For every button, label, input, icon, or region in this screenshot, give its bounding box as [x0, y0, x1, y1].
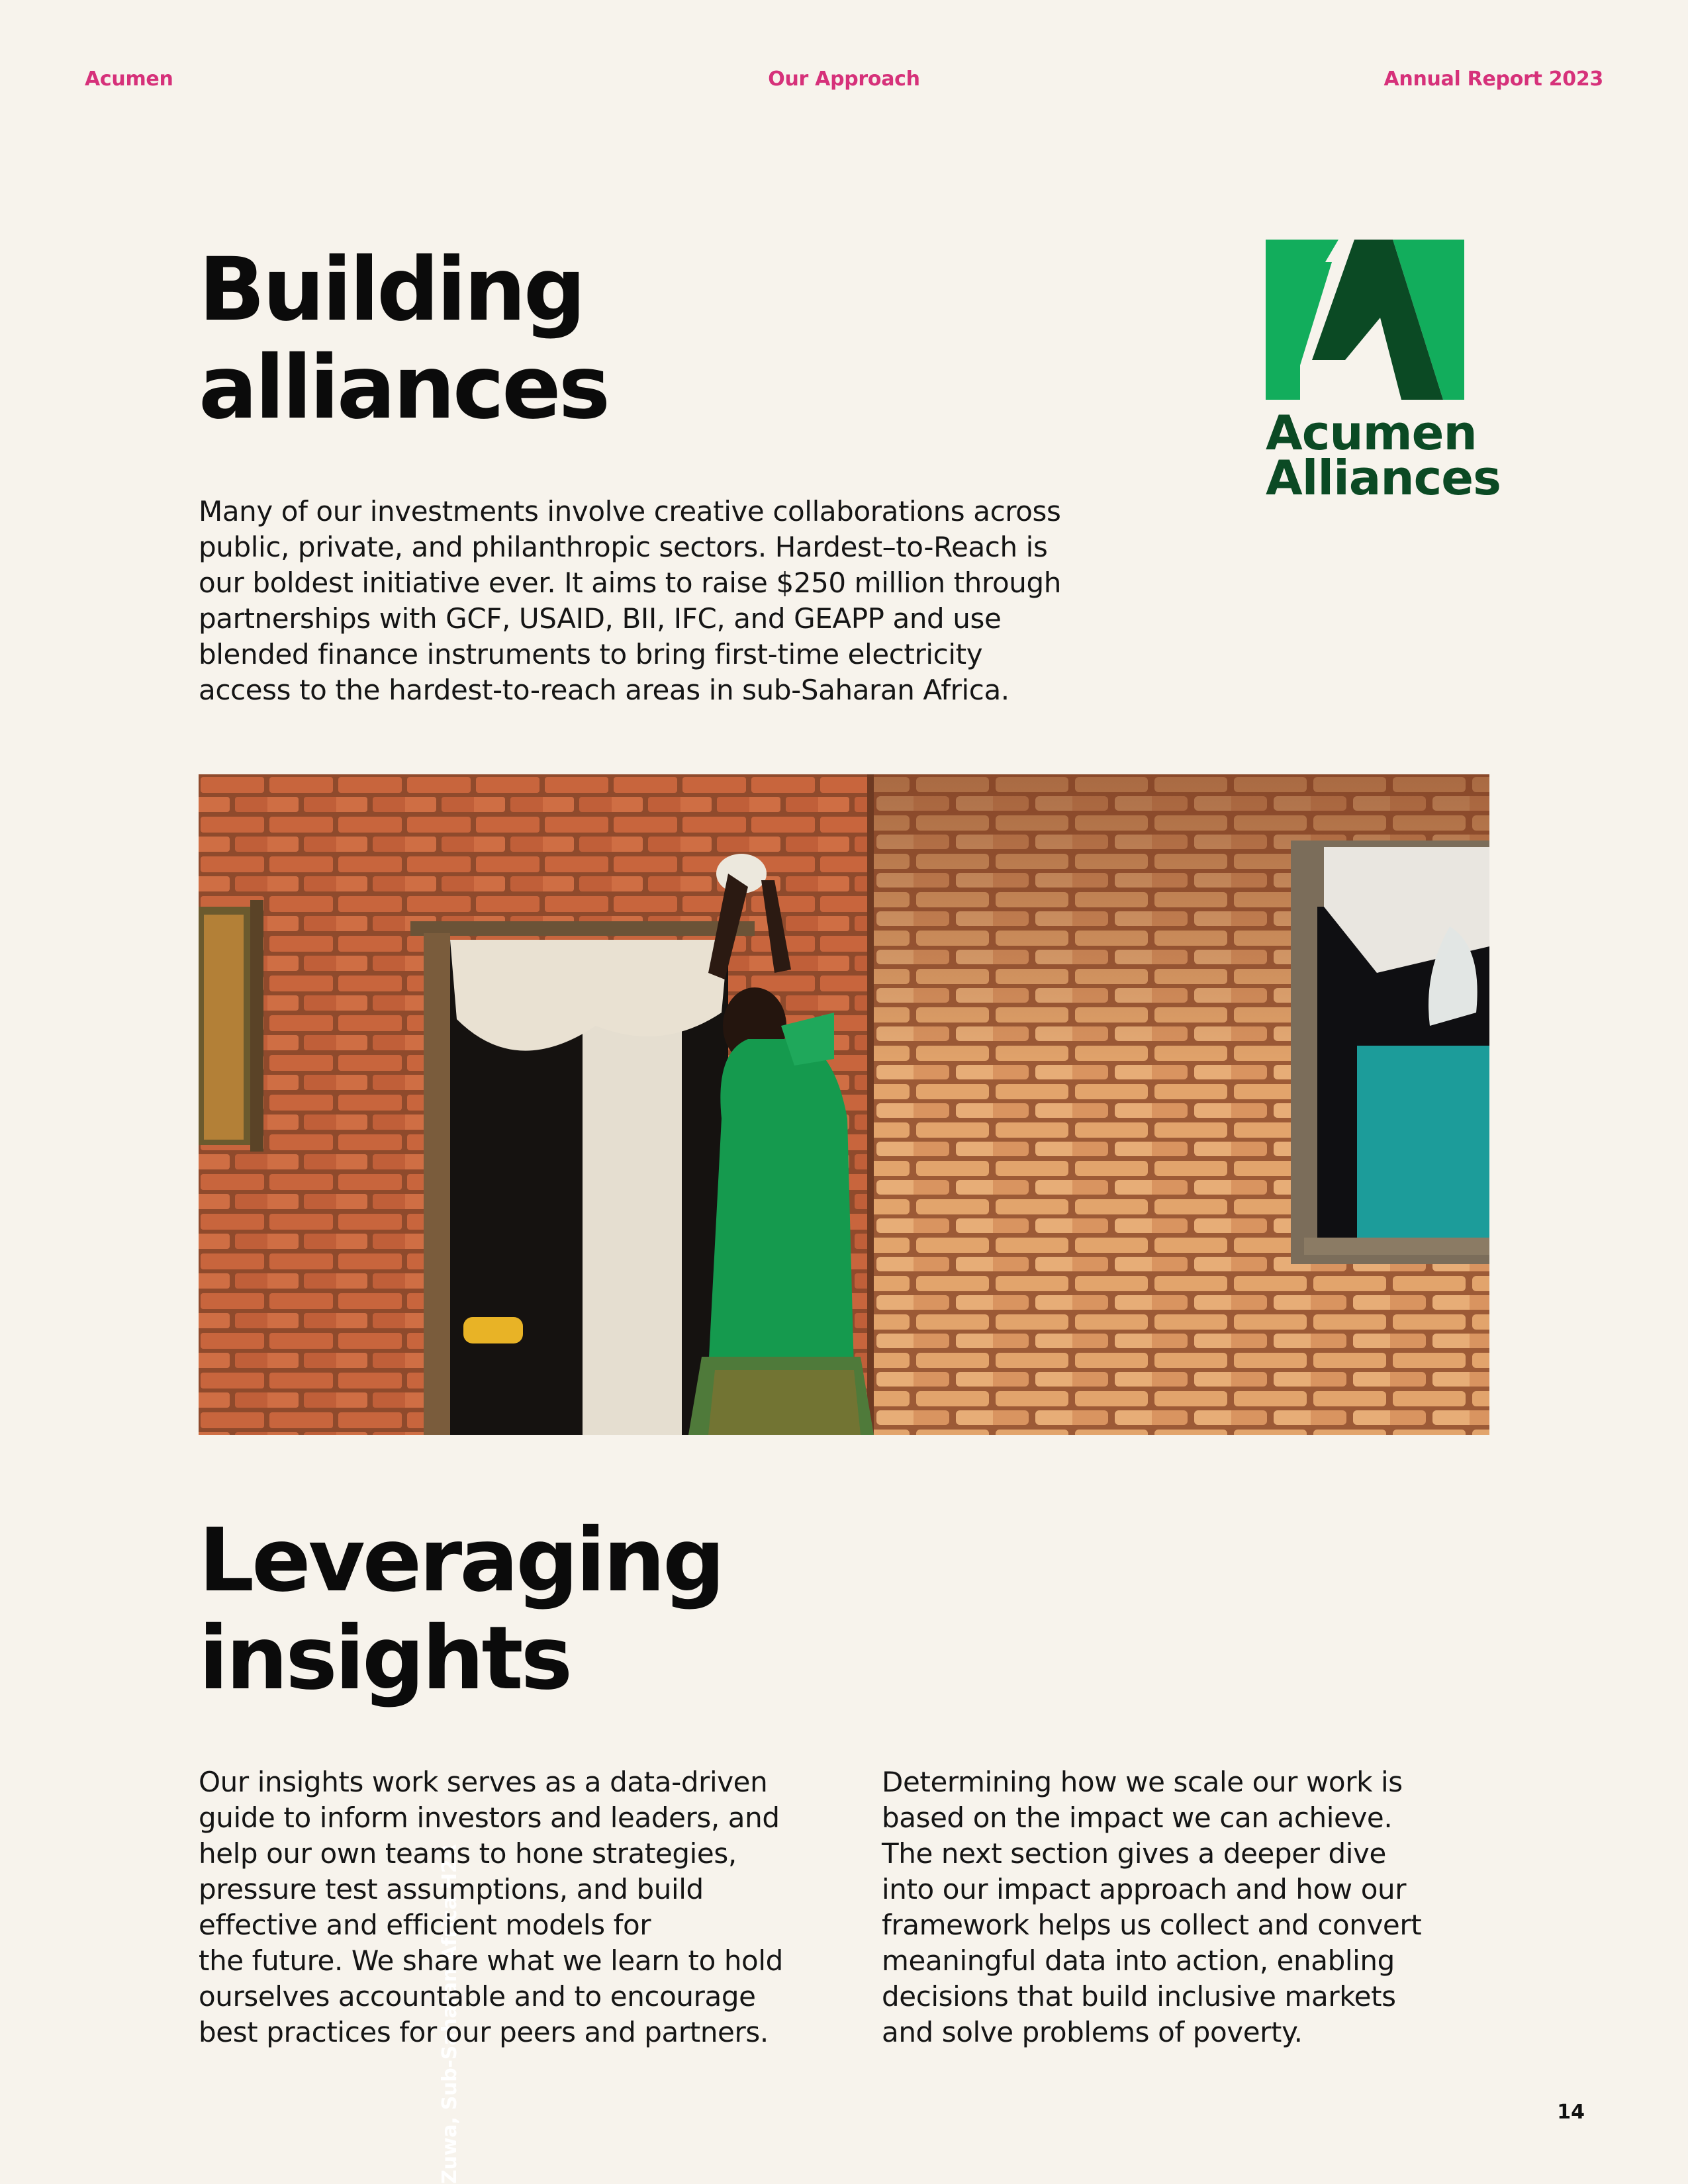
text-line: help our own teams to hone strategies, [199, 1837, 737, 1870]
text-line: Determining how we scale our work is [882, 1766, 1403, 1798]
text-line: public, private, and philanthropic sectors. Hardest–to-Reach is [199, 531, 1048, 563]
text-line: access to the hardest-to-reach areas in sub-Saharan Africa. [199, 674, 1009, 706]
text-line: guide to inform investors and leaders, and [199, 1801, 780, 1834]
header-section: Our Approach [768, 68, 920, 91]
section-title-building-alliances [199, 241, 608, 437]
section-title-leveraging-insights [199, 1512, 723, 1707]
text-line: based on the impact we can achieve. [882, 1801, 1393, 1834]
title-line: Leveraging [199, 1510, 723, 1612]
photo-caption: Zuwa, Sub-Saharan Africa H2R [438, 1844, 461, 2184]
logo-line: Alliances [1266, 450, 1501, 506]
logo-line: Acumen [1266, 405, 1477, 461]
page-number: 14 [1557, 2101, 1585, 2124]
insights-paragraph-right [882, 1764, 1421, 2050]
header-brand: Acumen [85, 68, 173, 91]
text-line: our boldest initiative ever. It aims to raise $250 million through [199, 567, 1061, 599]
acumen-alliances-logo [1266, 240, 1501, 506]
text-line: Our insights work serves as a data-driven [199, 1766, 768, 1798]
header-report-title: Annual Report 2023 [1383, 68, 1603, 91]
acumen-a-logo-icon [1266, 240, 1464, 400]
text-line: partnerships with GCF, USAID, BII, IFC, and GEAPP and use [199, 602, 1002, 635]
title-line: alliances [199, 337, 608, 439]
building-alliances-paragraph [199, 494, 1061, 708]
text-line: The next section gives a deeper dive [882, 1837, 1386, 1870]
text-line: pressure test assumptions, and build [199, 1873, 704, 1905]
title-line: insights [199, 1608, 571, 1709]
insights-paragraph-left [199, 1764, 783, 2050]
text-line: into our impact approach and how our [882, 1873, 1407, 1905]
text-line: and solve problems of poverty. [882, 2016, 1303, 2048]
text-line: ourselves accountable and to encourage [199, 1980, 756, 2013]
text-line: the future. We share what we learn to hold [199, 1944, 783, 1977]
logo-wordmark [1266, 405, 1501, 506]
text-line: meaningful data into action, enabling [882, 1944, 1395, 1977]
title-line: Building [199, 239, 584, 341]
text-line: best practices for our peers and partners. [199, 2016, 769, 2048]
text-line: effective and efficient models for [199, 1909, 651, 1941]
text-line: Many of our investments involve creative collaborations across [199, 495, 1061, 527]
text-line: blended finance instruments to bring first-time electricity [199, 638, 983, 670]
text-line: decisions that build inclusive markets [882, 1980, 1396, 2013]
text-line: framework helps us collect and convert [882, 1909, 1422, 1941]
